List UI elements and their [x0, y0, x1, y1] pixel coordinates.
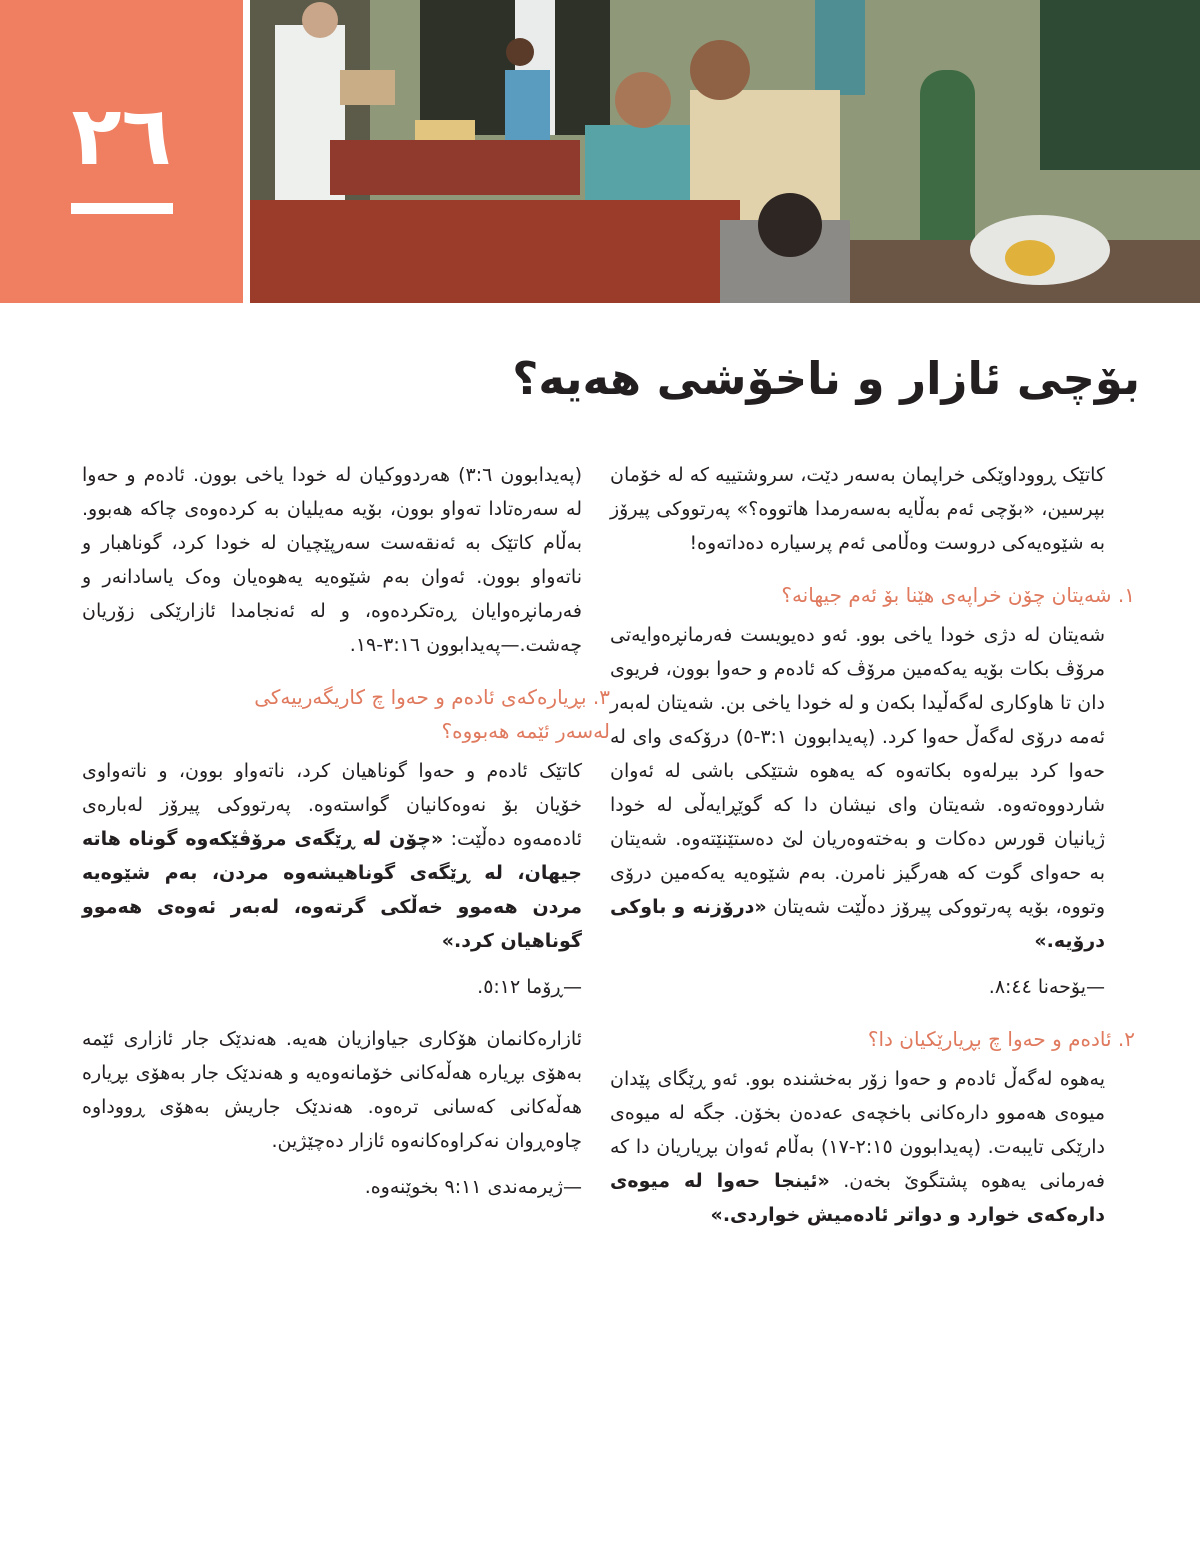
section-1-quote: «درۆزنە و باوکی درۆیە.» [610, 896, 1105, 952]
yellow-fruit [1005, 240, 1055, 276]
background-bed-blanket [330, 140, 580, 195]
nurse-head [506, 38, 534, 66]
section-3-reference-2: —ژیرمەندی ٩:١١ بخوێنەوە. [364, 1176, 582, 1198]
section-1-reference: —یۆحەنا ٨:٤٤. [988, 976, 1105, 998]
section-3-body: کاتێک ئادەم و حەوا گوناهیان کرد، ناتەواو بوون، و ناتەواوی خۆیان بۆ نەوەکانیان گواستەوە. پەرتووکی پیرۆز لەبارەی ئادەمەوە دەڵێت: [82, 760, 582, 850]
hospital-scene-illustration [250, 0, 1200, 303]
section-2-quote: «ئینجا حەوا لە میوەی دارەکەی خوارد و دواتر ئادەمیش خواردی.» [610, 1170, 1105, 1226]
page-number-underline [71, 203, 173, 214]
section-2-body: یەهوە لەگەڵ ئادەم و حەوا زۆر بەخشندە بوو. ئەو ڕێگای پێدان میوەی هەموو دارەکانی باخچەی عەدەن بخۆن. جگە لە میوەی دارێکی تایبەت. (پەیدابوون ٢:١٥-١٧) بەڵام ئەوان بڕیاریان دا کە فەرمانی یەهوە پشتگوێ بخەن. [610, 1068, 1105, 1192]
doctor-head [302, 2, 338, 38]
nurse [505, 70, 550, 150]
question-1-heading: ١. شەیتان چۆن خراپەی هێنا بۆ ئەم جیهانە؟ [781, 583, 1135, 607]
section-1-body: شەیتان لە دژی خودا یاخی بوو. ئەو دەیویست فەرمانڕەوایەتی مرۆڤ بکات بۆیە یەکەمین مرۆڤ کە ئادەم و حەوا بوون، فریوی دان تا هاوکاری لەگەڵیدا بکەن و لە خودا یاخی بن. شەیتان لەبەر ئەمە درۆی لەگەڵ حەوا کرد. (پەیدابوون ٣:١-٥) درۆکەی وای لە حەوا کرد بیرلەوە بکاتەوە کە یەهوە شتێکی باشی لە ئەوان شاردووەتەوە. شەیتان وای نیشان دا کە گوێڕایەڵی لە خودا ژیانیان قورس دەکات و بەختەوەریان لێ دەستێنێتەوە. شەیتان بە حەوای گوت کە هەرگیز نامرن. بەم شێوەیە یەکەمین درۆی وتووە، بۆیە پەرتووکی پیرۆز دەڵێت شەیتان [610, 624, 1105, 918]
section-2-continuation: (پەیدابوون ٣:٦) هەردووکیان لە خودا یاخی بوون. ئادەم و حەوا لە سەرەتادا تەواو بوون، بۆیە مەیلیان بە کردەوەی چاکە هەبوو. بەڵام کاتێک بە ئەنقەست سەرپێچیان لە خودا کرد، گوناهبار و ناتەواو بوون. ئەوان بەم شێوەیە یەهوەیان وەک یاسادانەر و فەرمانڕەوایان ڕەتکردەوە، و لە ئەنجامدا ئازارێکی زۆریان چەشت.—پەیدابوون ٣:١٦-١٩. [82, 464, 582, 656]
section-2-paragraph [610, 1062, 1105, 1232]
green-shutter [1040, 0, 1200, 170]
section-1-paragraph [610, 618, 1105, 958]
right-column [610, 458, 1135, 1244]
window-shutter-left [420, 0, 515, 135]
section-3-paragraph-2: ئازارەکانمان هۆکاری جیاوازیان هەیە. هەندێک جار ئازاری ئێمە بەهۆی بڕیارە هەڵەکانی خۆمانەوەیە و هەندێک جار بەهۆی بڕیارە هەڵەکانی کەسانی ترەوە. هەندێک جاریش بەهۆی ڕووداوە چاوەڕوان نەکراوەکانەوە ئازار دەچێژین. [82, 1028, 582, 1152]
clipboard [340, 70, 395, 105]
question-3-heading: ٣. بڕیارەکەی ئادەم و حەوا چ کاریگەرییەکی لەسەر ئێمە هەبووە؟ [254, 685, 610, 743]
page-number-box [0, 0, 243, 303]
boy-head [758, 193, 822, 257]
father-head [690, 40, 750, 100]
page-number: ٢٦ [71, 89, 172, 184]
intro-paragraph: کاتێک ڕووداوێکی خراپمان بەسەر دێت، سروشتییە کە لە خۆمان بپرسین، «بۆچی ئەم بەڵایە بەسەرمدا هاتووە؟» پەرتووکی پیرۆز بە شێوەیەکی دروست وەڵامی ئەم پرسیارە دەداتەوە! [610, 464, 1105, 554]
section-3-quote: «چۆن لە ڕێگەی مرۆڤێکەوە گوناه هاتە جیهان، لە ڕێگەی گوناهیشەوە مردن، بەم شێوەیە مردن هەموو خەڵکی گرتەوە، لەبەر ئەوەی هەموو گوناهیان کرد.» [82, 828, 582, 952]
left-column [82, 458, 610, 1216]
patterned-blanket [250, 200, 740, 303]
section-3-reference: —ڕۆما ٥:١٢. [477, 976, 582, 998]
page-title: بۆچی ئازار و ناخۆشی هەیە؟ [512, 352, 1140, 405]
window-shutter-right [555, 0, 610, 135]
hero-photo [250, 0, 1200, 303]
question-2-heading: ٢. ئادەم و حەوا چ بڕیارێکیان دا؟ [867, 1027, 1135, 1051]
teal-shutter [815, 0, 865, 95]
mother-head [615, 72, 671, 128]
section-3-paragraph [82, 754, 582, 958]
